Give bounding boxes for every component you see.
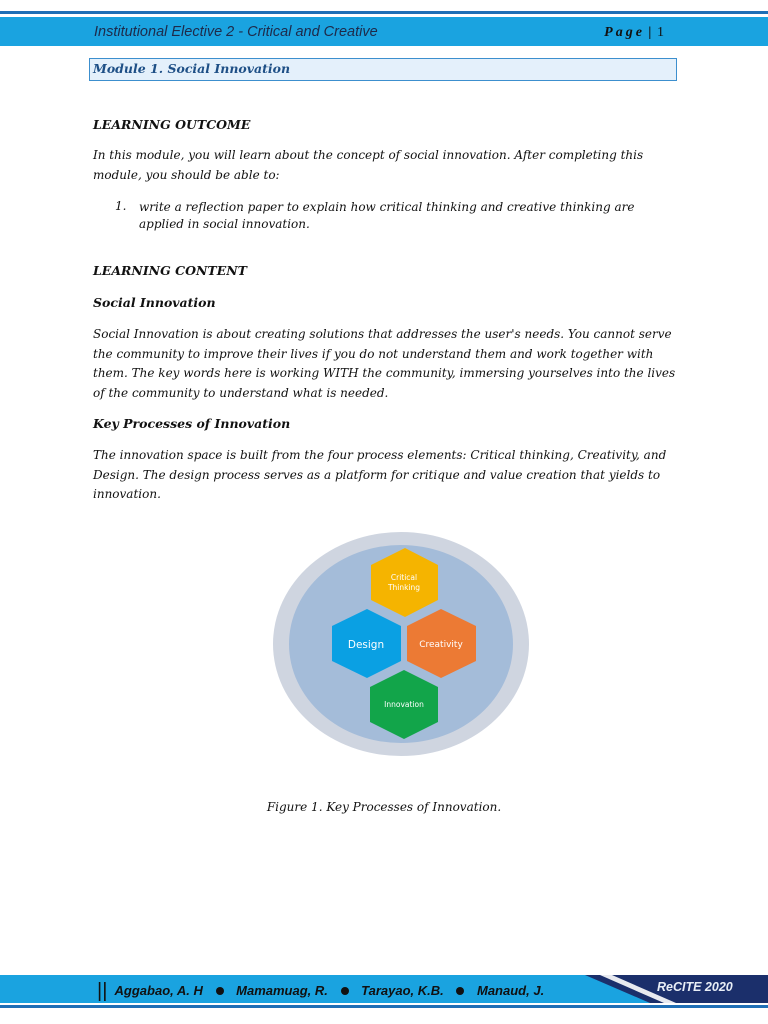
hexagon-label-design: Design (347, 639, 385, 651)
hexagon-label-thinking: Thinking (387, 583, 421, 592)
author-name: Tarayao, K.B. (361, 983, 444, 998)
innovation-process-diagram (271, 530, 531, 758)
bullet-icon (216, 987, 224, 995)
page-separator: | (648, 25, 652, 40)
hexagon-label-critical: Critical (390, 573, 418, 582)
footer-bars: || (97, 980, 108, 1002)
author-name: Aggabao, A. H (114, 983, 203, 998)
figure-caption: Figure 1. Key Processes of Innovation. (266, 800, 502, 814)
author-name: Mamamuag, R. (236, 983, 328, 998)
hexagon-label-creativity: Creativity (419, 640, 463, 650)
learning-content-heading: LEARNING CONTENT (93, 263, 247, 278)
module-title-box (89, 58, 677, 81)
social-innovation-heading: Social Innovation (93, 295, 216, 310)
learning-outcome-intro: In this module, you will learn about the concept of social innovation. After completing this module, you should be able to: (93, 148, 644, 182)
header-page-number (604, 25, 664, 41)
header-course-title: Institutional Elective 2 - Critical and Creative (94, 24, 378, 40)
page-number: 1 (657, 25, 664, 40)
footer-authors (97, 980, 544, 1003)
page-label: Page (604, 25, 645, 40)
author-name: Manaud, J. (477, 983, 545, 998)
learning-outcome-heading: LEARNING OUTCOME (93, 117, 251, 132)
footer-bottom-rule (0, 1005, 768, 1008)
module-title: Module 1. Social Innovation (93, 61, 291, 76)
social-innovation-body: Social Innovation is about creating solutions that addresses the user's needs. You cannot serve the community to improve their lives if you do not understand them and work together with them. The key words here is working WITH the community, immersing yourselves into the lives of the community to understand what is needed. (93, 327, 676, 400)
footer-brand: ReCITE 2020 (657, 980, 733, 994)
header-top-rule (0, 11, 768, 14)
outcome-item-text: write a reflection paper to explain how critical thinking and creative thinking are applied in social innovation. (139, 200, 635, 231)
outcome-item-number: 1. (115, 199, 127, 213)
bullet-icon (341, 987, 349, 995)
key-processes-body: The innovation space is built from the four process elements: Critical thinking, Creativity, and Design. The design process serves as a platform for critique and value creation that yields to innovation. (93, 448, 667, 501)
bullet-icon (456, 987, 464, 995)
hexagon-label-innovation: Innovation (384, 700, 424, 709)
key-processes-heading: Key Processes of Innovation (93, 416, 291, 431)
